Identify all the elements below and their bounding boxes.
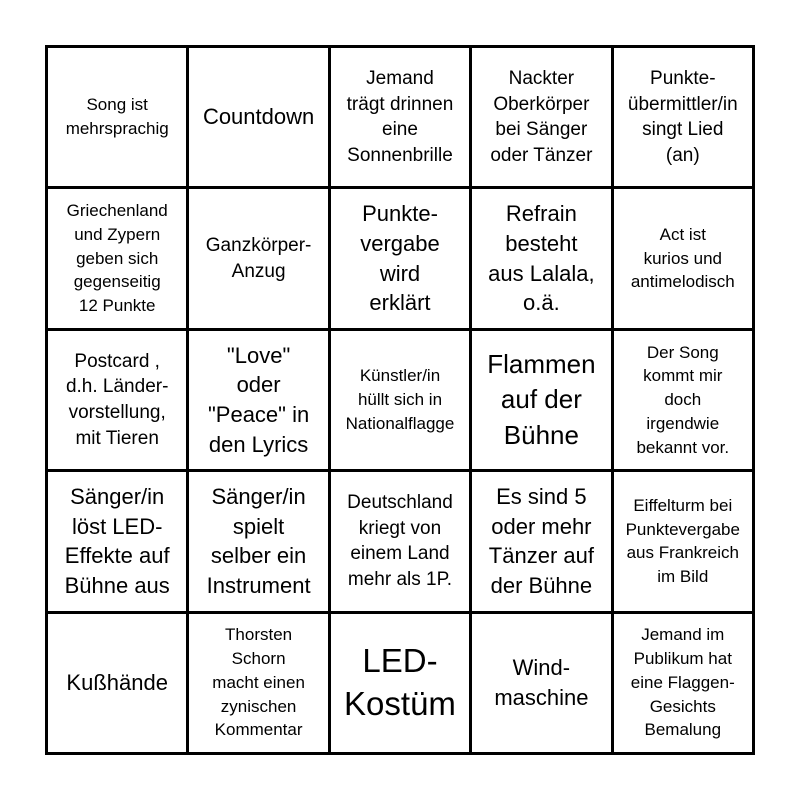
cell-text: Eiffelturm bei Punktevergabe aus Frankreich im Bild bbox=[625, 495, 740, 587]
bingo-cell[interactable] bbox=[331, 189, 469, 327]
cell-text: Refrain besteht aus Lalala, o.ä. bbox=[488, 201, 595, 316]
cell-text: Song ist mehrsprachig bbox=[65, 95, 169, 139]
bingo-cell[interactable] bbox=[614, 331, 752, 469]
cell-text: Sänger/in spielt selber ein Instrument bbox=[206, 484, 311, 599]
bingo-cell[interactable] bbox=[48, 48, 186, 186]
bingo-cell[interactable] bbox=[189, 189, 327, 327]
cell-text: Postcard , d.h. Länder- vorstellung, mit Tieren bbox=[65, 350, 169, 449]
bingo-cell[interactable] bbox=[48, 472, 186, 610]
cell-text: Der Song kommt mir doch irgendwie bekannt vor. bbox=[636, 342, 730, 457]
cell-text: Flammen auf der Bühne bbox=[487, 349, 596, 450]
cell-text: Griechenland und Zypern geben sich gegenseitig 12 Punkte bbox=[66, 201, 168, 316]
cell-text: Punkte- vergabe wird erklärt bbox=[360, 201, 440, 316]
bingo-cell[interactable] bbox=[472, 472, 610, 610]
cell-text: LED- Kostüm bbox=[344, 641, 456, 722]
cell-text: Jemand trägt drinnen eine Sonnenbrille bbox=[346, 67, 454, 166]
bingo-cell[interactable] bbox=[331, 614, 469, 752]
cell-text: Countdown bbox=[202, 104, 315, 130]
bingo-cell[interactable] bbox=[614, 614, 752, 752]
bingo-cell[interactable] bbox=[48, 331, 186, 469]
bingo-cell[interactable] bbox=[48, 614, 186, 752]
cell-text: Künstler/in hüllt sich in Nationalflagge bbox=[345, 366, 455, 433]
bingo-board bbox=[45, 45, 755, 755]
cell-text: Kußhände bbox=[66, 669, 168, 695]
cell-text: Ganzkörper- Anzug bbox=[205, 234, 312, 282]
bingo-cell[interactable] bbox=[189, 472, 327, 610]
cell-text: Punkte- übermittler/in singt Lied (an) bbox=[627, 67, 738, 166]
cell-text: Nackter Oberkörper bei Sänger oder Tänzer bbox=[490, 67, 593, 166]
bingo-cell[interactable] bbox=[189, 48, 327, 186]
bingo-cell[interactable] bbox=[48, 189, 186, 327]
cell-text: Wind- maschine bbox=[494, 655, 589, 710]
bingo-cell[interactable] bbox=[472, 614, 610, 752]
cell-text: Thorsten Schorn macht einen zynischen Kommentar bbox=[212, 625, 305, 740]
bingo-cell[interactable] bbox=[331, 48, 469, 186]
bingo-cell[interactable] bbox=[472, 189, 610, 327]
bingo-cell[interactable] bbox=[331, 472, 469, 610]
cell-text: "Love" oder "Peace" in den Lyrics bbox=[207, 342, 310, 457]
cell-text: Es sind 5 oder mehr Tänzer auf der Bühne bbox=[488, 484, 594, 599]
bingo-cell[interactable] bbox=[472, 48, 610, 186]
bingo-cell[interactable] bbox=[614, 472, 752, 610]
bingo-cell[interactable] bbox=[189, 331, 327, 469]
cell-text: Jemand im Publikum hat eine Flaggen- Gesichts Bemalung bbox=[630, 625, 735, 740]
bingo-cell[interactable] bbox=[614, 48, 752, 186]
cell-text: Act ist kurios und antimelodisch bbox=[630, 224, 735, 292]
cell-text: Deutschland kriegt von einem Land mehr als 1P. bbox=[347, 492, 453, 591]
bingo-cell[interactable] bbox=[472, 331, 610, 469]
bingo-cell[interactable] bbox=[189, 614, 327, 752]
bingo-cell[interactable] bbox=[331, 331, 469, 469]
bingo-cell[interactable] bbox=[614, 189, 752, 327]
cell-text: Sänger/in löst LED- Effekte auf Bühne aus bbox=[64, 484, 170, 599]
